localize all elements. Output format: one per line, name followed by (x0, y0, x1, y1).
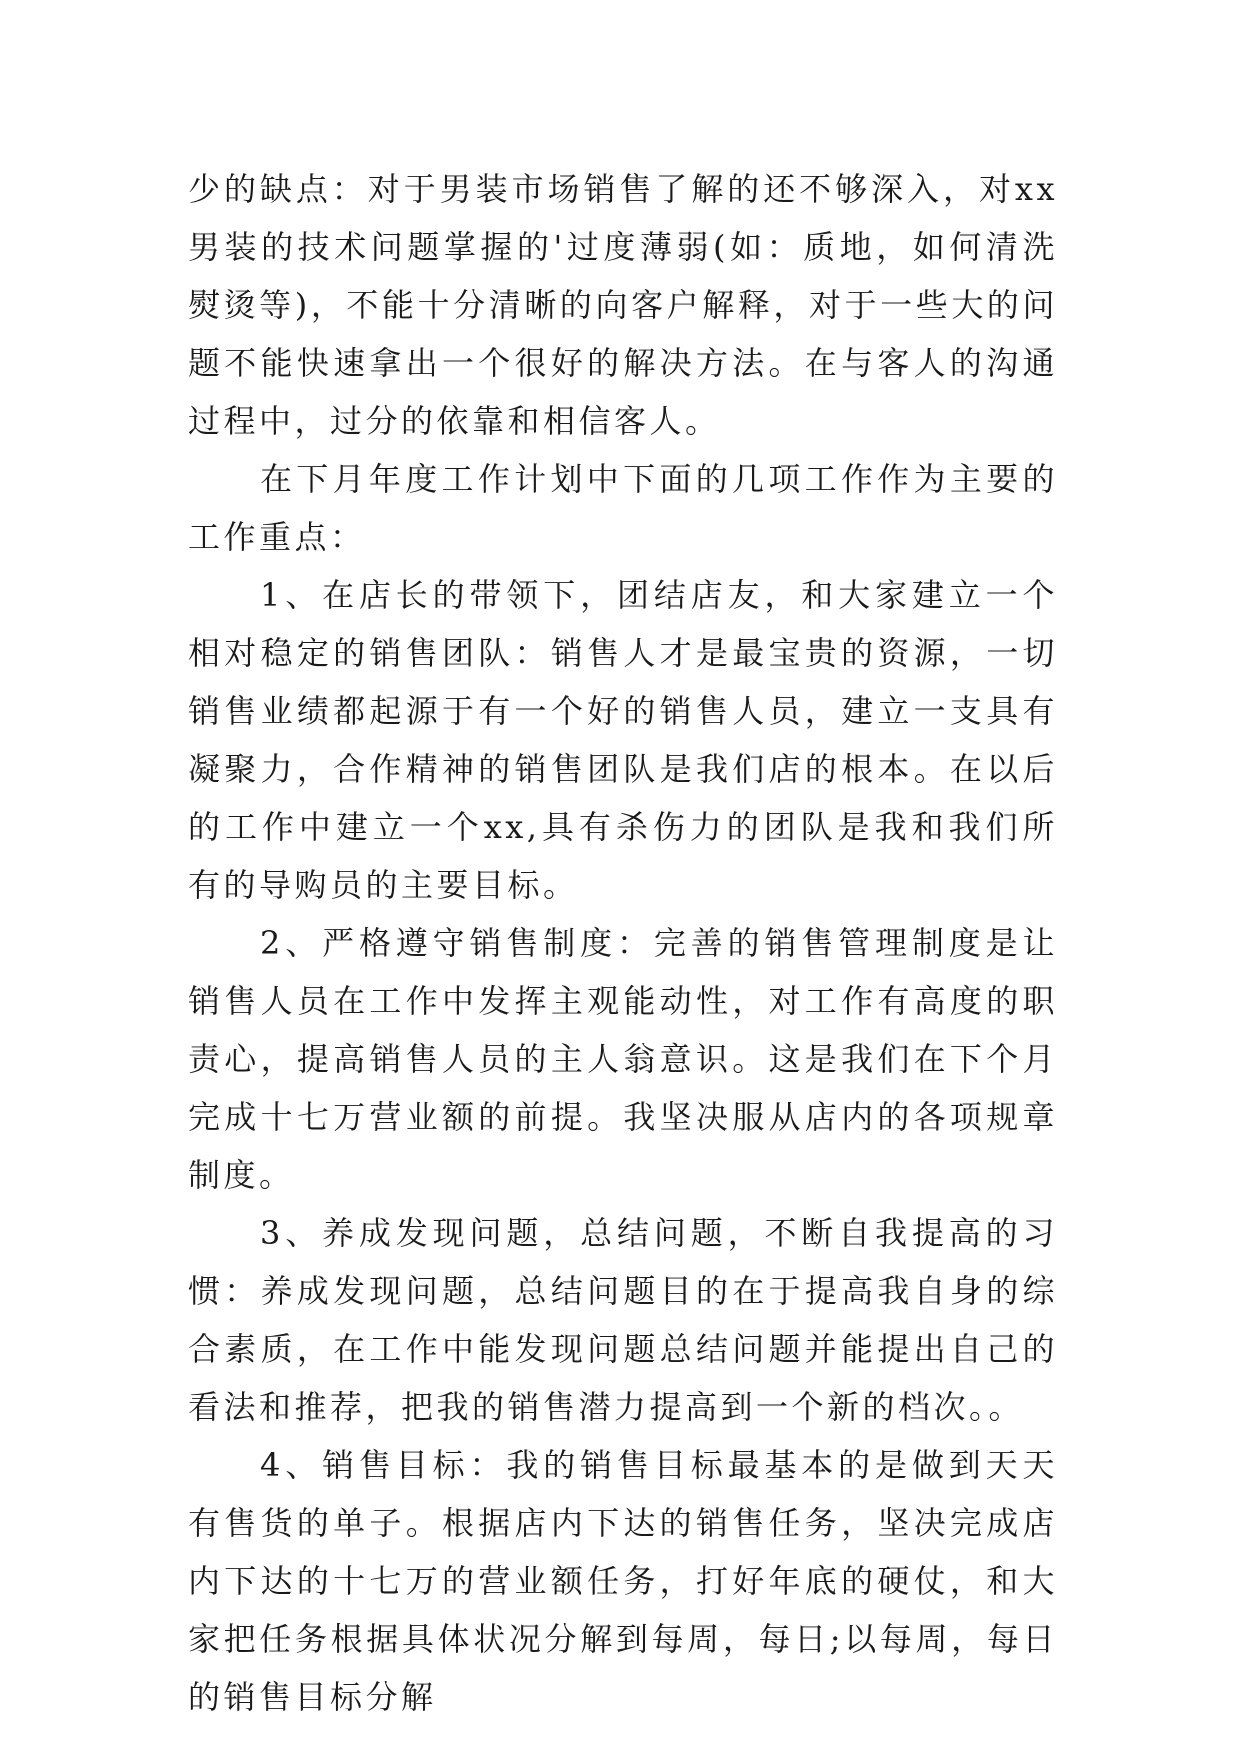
paragraph-item-2: 2、严格遵守销售制度：完善的销售管理制度是让销售人员在工作中发挥主观能动性，对工作有高度的职责心，提高销售人员的主人翁意识。这是我们在下个月完成十七万营业额的前提。我坚决服从店内的各项规章制度。 (188, 924, 1058, 1194)
paragraph-item-4: 4、销售目标：我的销售目标最基本的是做到天天有售货的单子。根据店内下达的销售任务，坚决完成店内下达的十七万的营业额任务，打好年底的硬仗，和大家把任务根据具体状况分解到每周，每日;以每周，每日的销售目标分解 (188, 1446, 1058, 1716)
paragraph-item-3: 3、养成发现问题，总结问题，不断自我提高的习惯：养成发现问题，总结问题目的在于提高我自身的综合素质，在工作中能发现问题总结问题并能提出自己的看法和推荐，把我的销售潜力提高到一个新的档次。。 (188, 1214, 1058, 1426)
document-body (188, 160, 1058, 1726)
paragraph-work-plan-intro: 在下月年度工作计划中下面的几项工作作为主要的工作重点： (188, 460, 1058, 556)
paragraph-item-1: 1、在店长的带领下，团结店友，和大家建立一个相对稳定的销售团队：销售人才是最宝贵的资源，一切销售业绩都起源于有一个好的销售人员，建立一支具有凝聚力，合作精神的销售团队是我们店的根本。在以后的工作中建立一个xx,具有杀伤力的团队是我和我们所有的导购员的主要目标。 (188, 576, 1058, 904)
paragraph-continuation: 少的缺点：对于男装市场销售了解的还不够深入，对xx男装的技术问题掌握的'过度薄弱(如：质地，如何清洗熨烫等)，不能十分清晰的向客户解释，对于一些大的问题不能快速拿出一个很好的解决方法。在与客人的沟通过程中，过分的依靠和相信客人。 (188, 170, 1058, 440)
